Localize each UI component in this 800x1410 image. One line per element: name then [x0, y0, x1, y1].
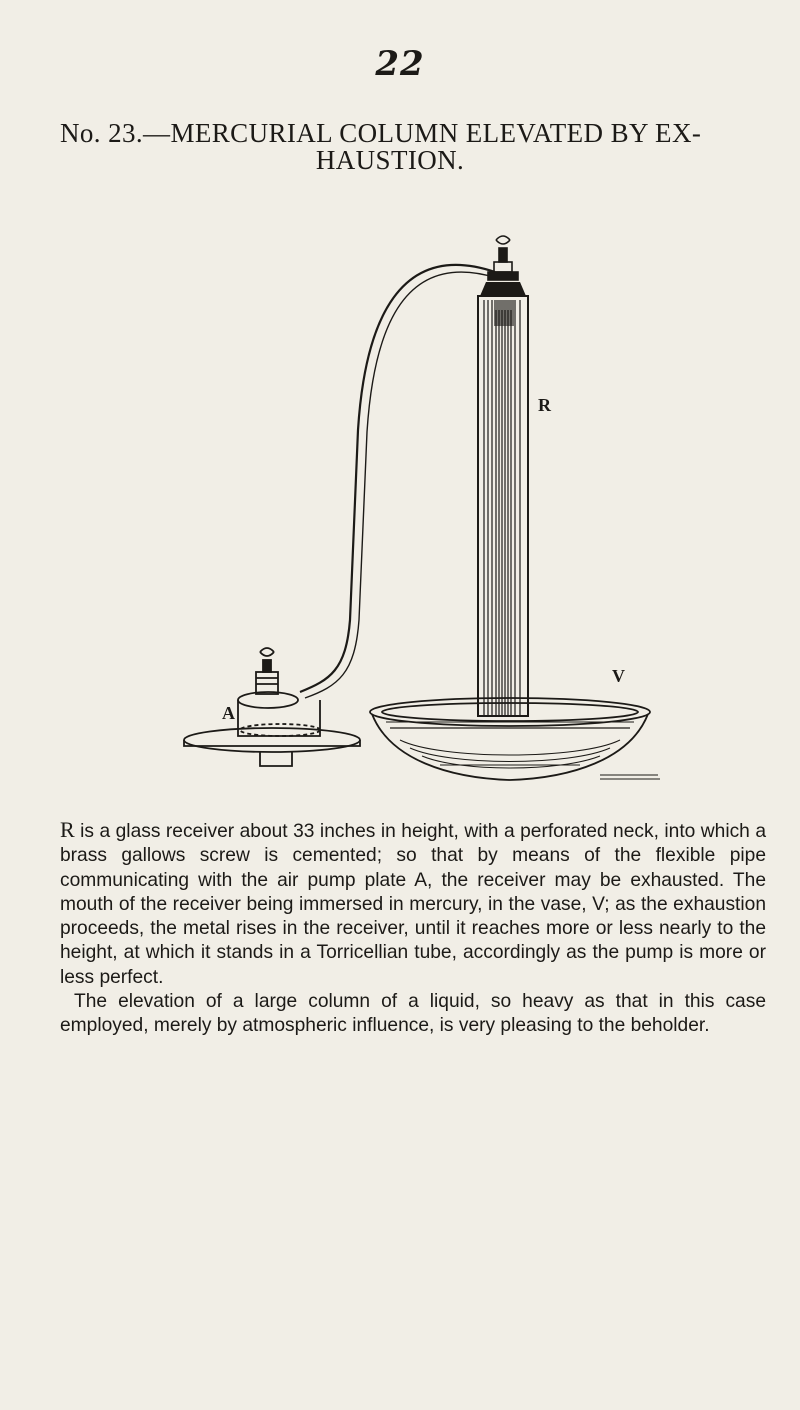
title-line-1: No. 23.—MERCURIAL COLUMN ELEVATED BY EX- [60, 118, 702, 148]
apparatus-drawing [160, 200, 680, 800]
apparatus-illustration [160, 200, 680, 800]
paragraph-1 [60, 818, 766, 990]
label-vase: V [612, 666, 625, 686]
flexible-pipe [300, 265, 495, 692]
paragraph-1-lead: R [60, 817, 75, 842]
label-receiver: R [538, 395, 551, 415]
page-number: 22 [375, 44, 425, 84]
paragraph-1-body: is a glass receiver about 33 inches in height, with a perforated neck, into which a brass gallows screw is cemented; so that by means of the flexible pipe communicating with the air pump plate A, the receiver may be exhausted. The mouth of the receiver being immersed in mercury, in the vase, V; as the exhaustion proceeds, the metal rises in the receiver, until it reaches more or less nearly to the height, at which it stands in a Torricellian tube, accordingly as the pump is more or less perfect. [60, 821, 766, 988]
label-pump-plate: A [222, 703, 235, 723]
description-text [60, 818, 766, 1039]
title-line-2: HAUSTION. [315, 145, 465, 175]
glass-receiver [478, 282, 528, 716]
page-title [60, 120, 750, 174]
paragraph-2: The elevation of a large column of a liquid, so heavy as that in this case employed, merely by atmospheric influence, is very pleasing to the beholder. [60, 991, 766, 1037]
gallows-screw [488, 236, 518, 280]
flexible-pipe-inner [305, 272, 497, 698]
air-pump-plate [184, 648, 360, 766]
